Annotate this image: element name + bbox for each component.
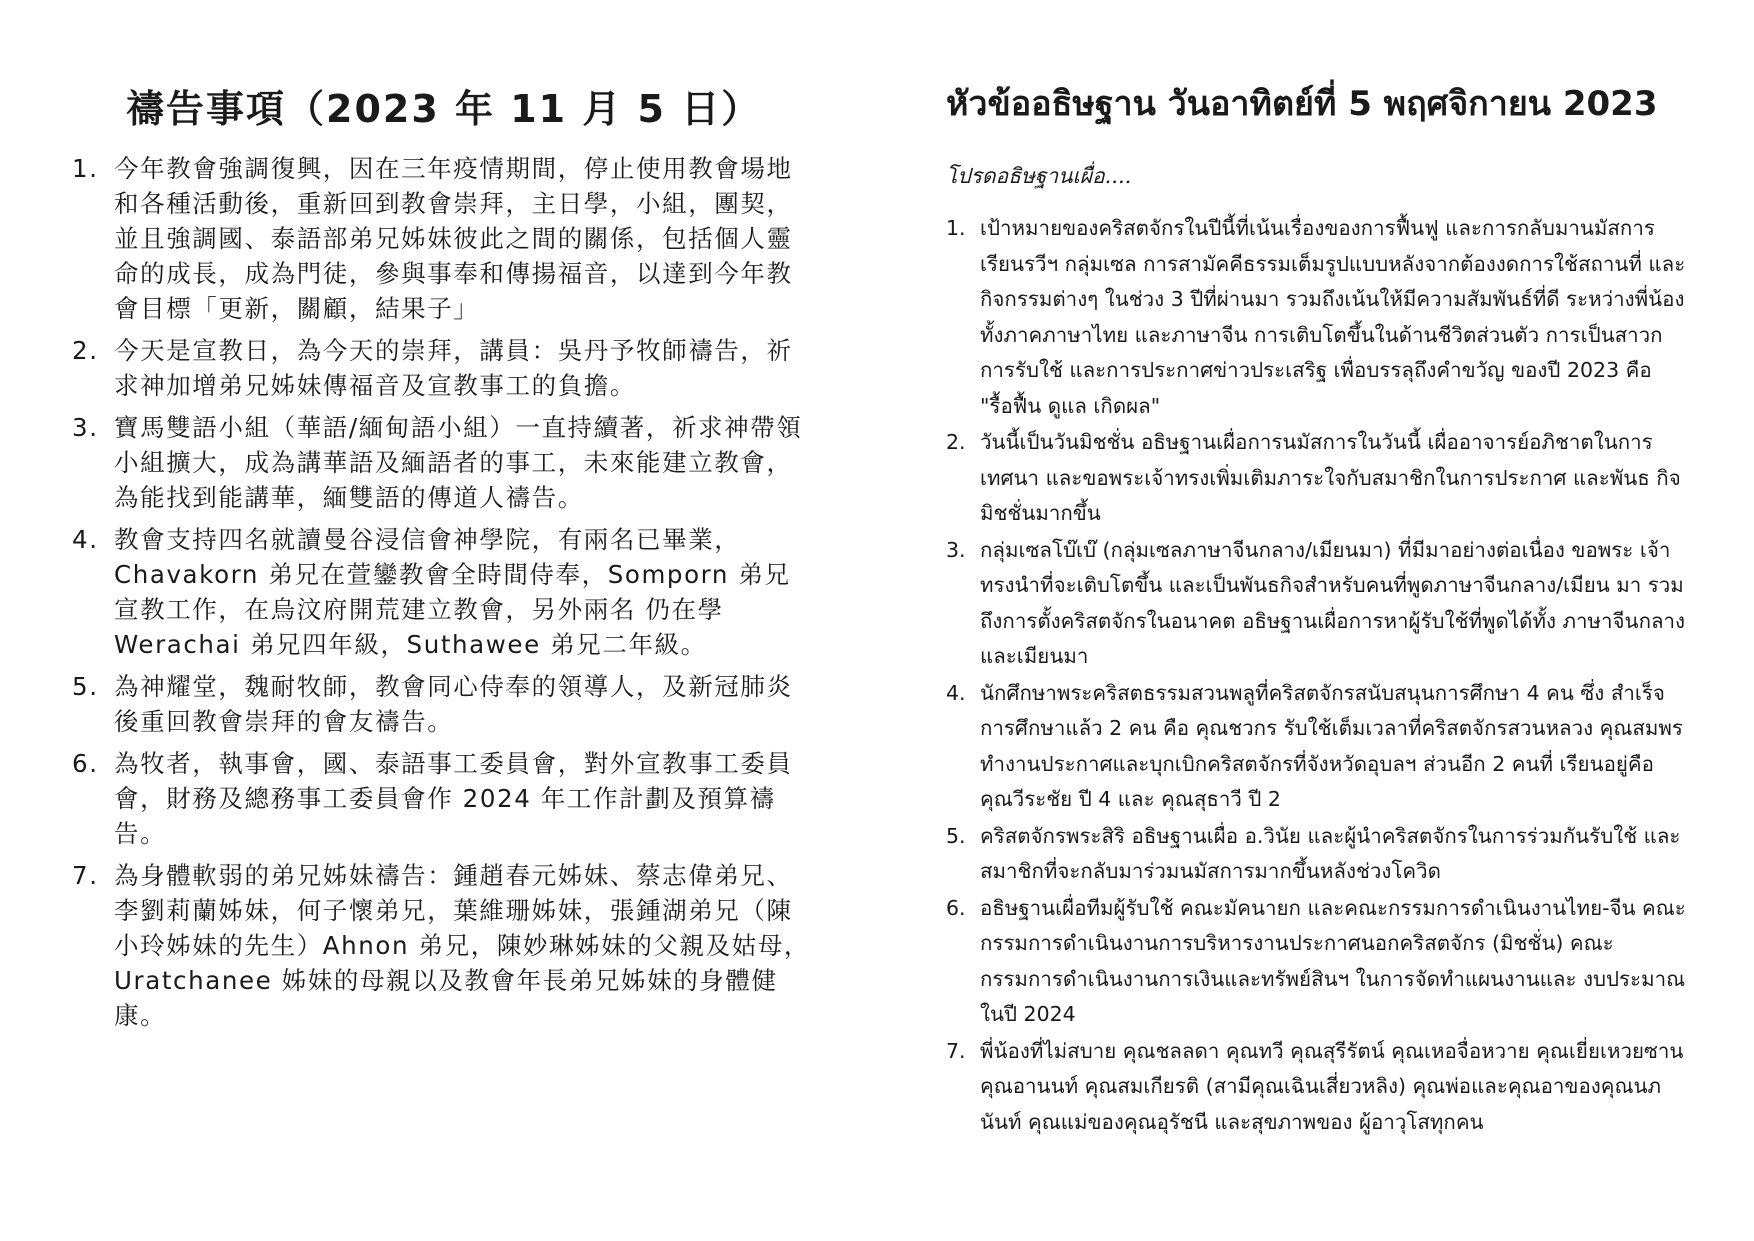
item-text: กลุ่มเซลโบ๊เบ๊ (กลุ่มเซลภาษาจีนกลาง/เมียนมา) ที่มีมาอย่างต่อเนื่อง ขอพระ เจ้าทรงนำที่จะเติบโตขึ้น และเป็นพันธกิจสำหรับคนที่พูดภาษาจีนกลาง/เมียน มา รวมถึงการตั้งคริสตจักรในอนาคต อธิษฐานเผื่อการหาผู้รับใช้ที่พูดได้ทั้ง ภาษาจีนกลางและเมียนมา: [980, 537, 1686, 668]
item-number: 1.: [72, 154, 99, 183]
item-number: 3.: [72, 413, 99, 442]
chinese-prayer-item: [72, 333, 812, 403]
item-number: 4.: [72, 525, 99, 554]
thai-prayer-item: [946, 533, 1686, 675]
item-text: พี่น้องที่ไม่สบาย คุณชลลดา คุณทวี คุณสุรีรัตน์ คุณเหอจื่อหวาย คุณเยี่ยเหวยซาน คุณอานนท์ คุณสมเกียรติ (สามีคุณเฉินเสี่ยวหลิง) คุณพ่อและคุณอาของคุณนภนันท์ คุณแม่ของคุณอุรัชนี และสุขภาพของ ผู้อาวุโสทุกคน: [980, 1038, 1684, 1134]
thai-prayer-section: [946, 76, 1686, 1141]
item-text: 為神耀堂，魏耐牧師，教會同心侍奉的領導人，及新冠肺炎後重回教會崇拜的會友禱告。: [114, 672, 793, 736]
chinese-title: 禱告事項（2023 年 11 月 5 日）: [126, 87, 762, 131]
thai-prayer-item: [946, 211, 1686, 424]
thai-prayer-item: [946, 676, 1686, 818]
item-number: 5.: [72, 672, 99, 701]
chinese-prayer-item: [72, 858, 812, 1033]
item-text: 為牧者，執事會，國、泰語事工委員會，對外宣教事工委員會，財務及總務事工委員會作 2024 年工作計劃及預算禱告。: [114, 749, 793, 848]
item-text: 為身體軟弱的弟兄姊妹禱告：鍾趙春元姊妹、蔡志偉弟兄、李劉莉蘭姊妹，何子懷弟兄，葉維珊姊妹，張鍾湖弟兄（陳小玲姊妹的先生）Ahnon 弟兄，陳妙琳姊妹的父親及姑母，Uratchanee 姊妹的母親以及教會年長弟兄姊妹的身體健康。: [114, 861, 811, 1030]
item-text: 教會支持四名就讀曼谷浸信會神學院，有兩名已畢業，Chavakorn 弟兄在萱鑾教會全時間侍奉，Somporn 弟兄宣教工作，在烏汶府開荒建立教會，另外兩名 仍在學 Werachai 弟兄四年級，Suthawee 弟兄二年級。: [114, 525, 791, 659]
thai-prayer-item: [946, 1034, 1686, 1141]
item-text: เป้าหมายของคริสตจักรในปีนี้ที่เน้นเรื่องของการฟื้นฟู และการกลับมานมัสการ เรียนรวีฯ กลุ่มเซล การสามัคคีธรรมเต็มรูปแบบหลังจากต้องงดการใช้สถานที่ และกิจกรรมต่างๆ ในช่วง 3 ปีที่ผ่านมา รวมถึงเน้นให้มีความสัมพันธ์ที่ดี ระหว่างพี่น้องทั้งภาคภาษาไทย และภาษาจีน การเติบโตขึ้นในด้านชีวิตส่วนตัว การเป็นสาวก การรับใช้ และการประกาศข่าวประเสริฐ เพื่อบรรลุถึงคำขวัญ ของปี 2023 คือ "รื้อฟื้น ดูแล เกิดผล": [980, 216, 1686, 418]
chinese-prayer-item: [72, 151, 812, 326]
chinese-prayer-item: [72, 746, 812, 851]
item-number: 3.: [946, 537, 966, 562]
item-text: 寶馬雙語小組（華語/緬甸語小組）一直持續著，祈求神帶領小組擴大，成為講華語及緬語者的事工，未來能建立教會，為能找到能講華，緬雙語的傳道人禱告。: [114, 413, 803, 512]
chinese-prayer-item: [72, 669, 812, 739]
chinese-prayer-section: [72, 78, 812, 1040]
item-number: 5.: [946, 823, 966, 848]
item-number: 6.: [72, 749, 99, 778]
thai-prayer-item: [946, 819, 1686, 890]
item-number: 7.: [72, 861, 99, 890]
item-text: คริสตจักรพระสิริ อธิษฐานเผื่อ อ.วินัย และผู้นำคริสตจักรในการร่วมกันรับใช้ และสมาชิกที่จะกลับมาร่วมนมัสการมากขึ้นหลังช่วงโควิด: [980, 823, 1681, 883]
item-number: 2.: [946, 430, 966, 454]
item-number: 1.: [946, 216, 966, 240]
chinese-prayer-item: [72, 522, 812, 662]
item-number: 4.: [946, 680, 966, 705]
thai-prayer-list: [946, 211, 1686, 1140]
thai-title: หัวข้ออธิษฐาน วันอาทิตย์ที่ 5 พฤศจิกายน 2023: [946, 84, 1658, 124]
item-number: 6.: [946, 895, 966, 920]
chinese-prayer-item: [72, 410, 812, 515]
item-text: อธิษฐานเผื่อทีมผู้รับใช้ คณะมัคนายก และคณะกรรมการดำเนินงานไทย-จีน คณะกรรมการดำเนินงานการบริหารงานประกาศนอกคริสตจักร (มิชชั่น) คณะกรรมการดำเนินงานการเงินและทรัพย์สินฯ ในการจัดทำแผนงานและ งบประมาณในปี 2024: [980, 895, 1686, 1026]
chinese-prayer-list: [72, 151, 812, 1033]
item-text: นักศึกษาพระคริสตธรรมสวนพลูที่คริสตจักรสนับสนุนการศึกษา 4 คน ซึ่ง สำเร็จการศึกษาแล้ว 2 คน คือ คุณชวกร รับใช้เต็มเวลาที่คริสตจักรสวนหลวง คุณสมพร ทำงานประกาศและบุกเบิกคริสตจักรที่จังหวัดอุบลฯ ส่วนอีก 2 คนที่ เรียนอยู่คือ คุณวีระชัย ปี 4 และ คุณสุธาวี ปี 2: [980, 680, 1683, 811]
thai-prayer-item: [946, 891, 1686, 1033]
item-number: 2.: [72, 336, 99, 365]
item-text: 今年教會強調復興，因在三年疫情期間，停止使用教會場地和各種活動後，重新回到教會崇拜，主日學，小組，團契，並且強調國、泰語部弟兄姊妹彼此之間的關係，包括個人靈命的成長，成為門徒，參與事奉和傳揚福音，以達到今年教會目標「更新，關顧，結果子」: [114, 154, 793, 323]
thai-prayer-item: [946, 425, 1686, 532]
item-text: วันนี้เป็นวันมิชชั่น อธิษฐานเผื่อการนมัสการในวันนี้ เผื่ออาจารย์อภิชาตในการ เทศนา และขอพระเจ้าทรงเพิ่มเติมภาระใจกับสมาชิกในการประกาศ และพันธ กิจมิชชั่นมากขึ้น: [980, 430, 1681, 525]
thai-intro: โปรดอธิษฐานเผื่อ....: [946, 164, 1132, 188]
item-number: 7.: [946, 1038, 966, 1063]
item-text: 今天是宣教日，為今天的崇拜，講員：吳丹予牧師禱告，祈求神加增弟兄姊妹傳福音及宣教事工的負擔。: [114, 336, 793, 400]
